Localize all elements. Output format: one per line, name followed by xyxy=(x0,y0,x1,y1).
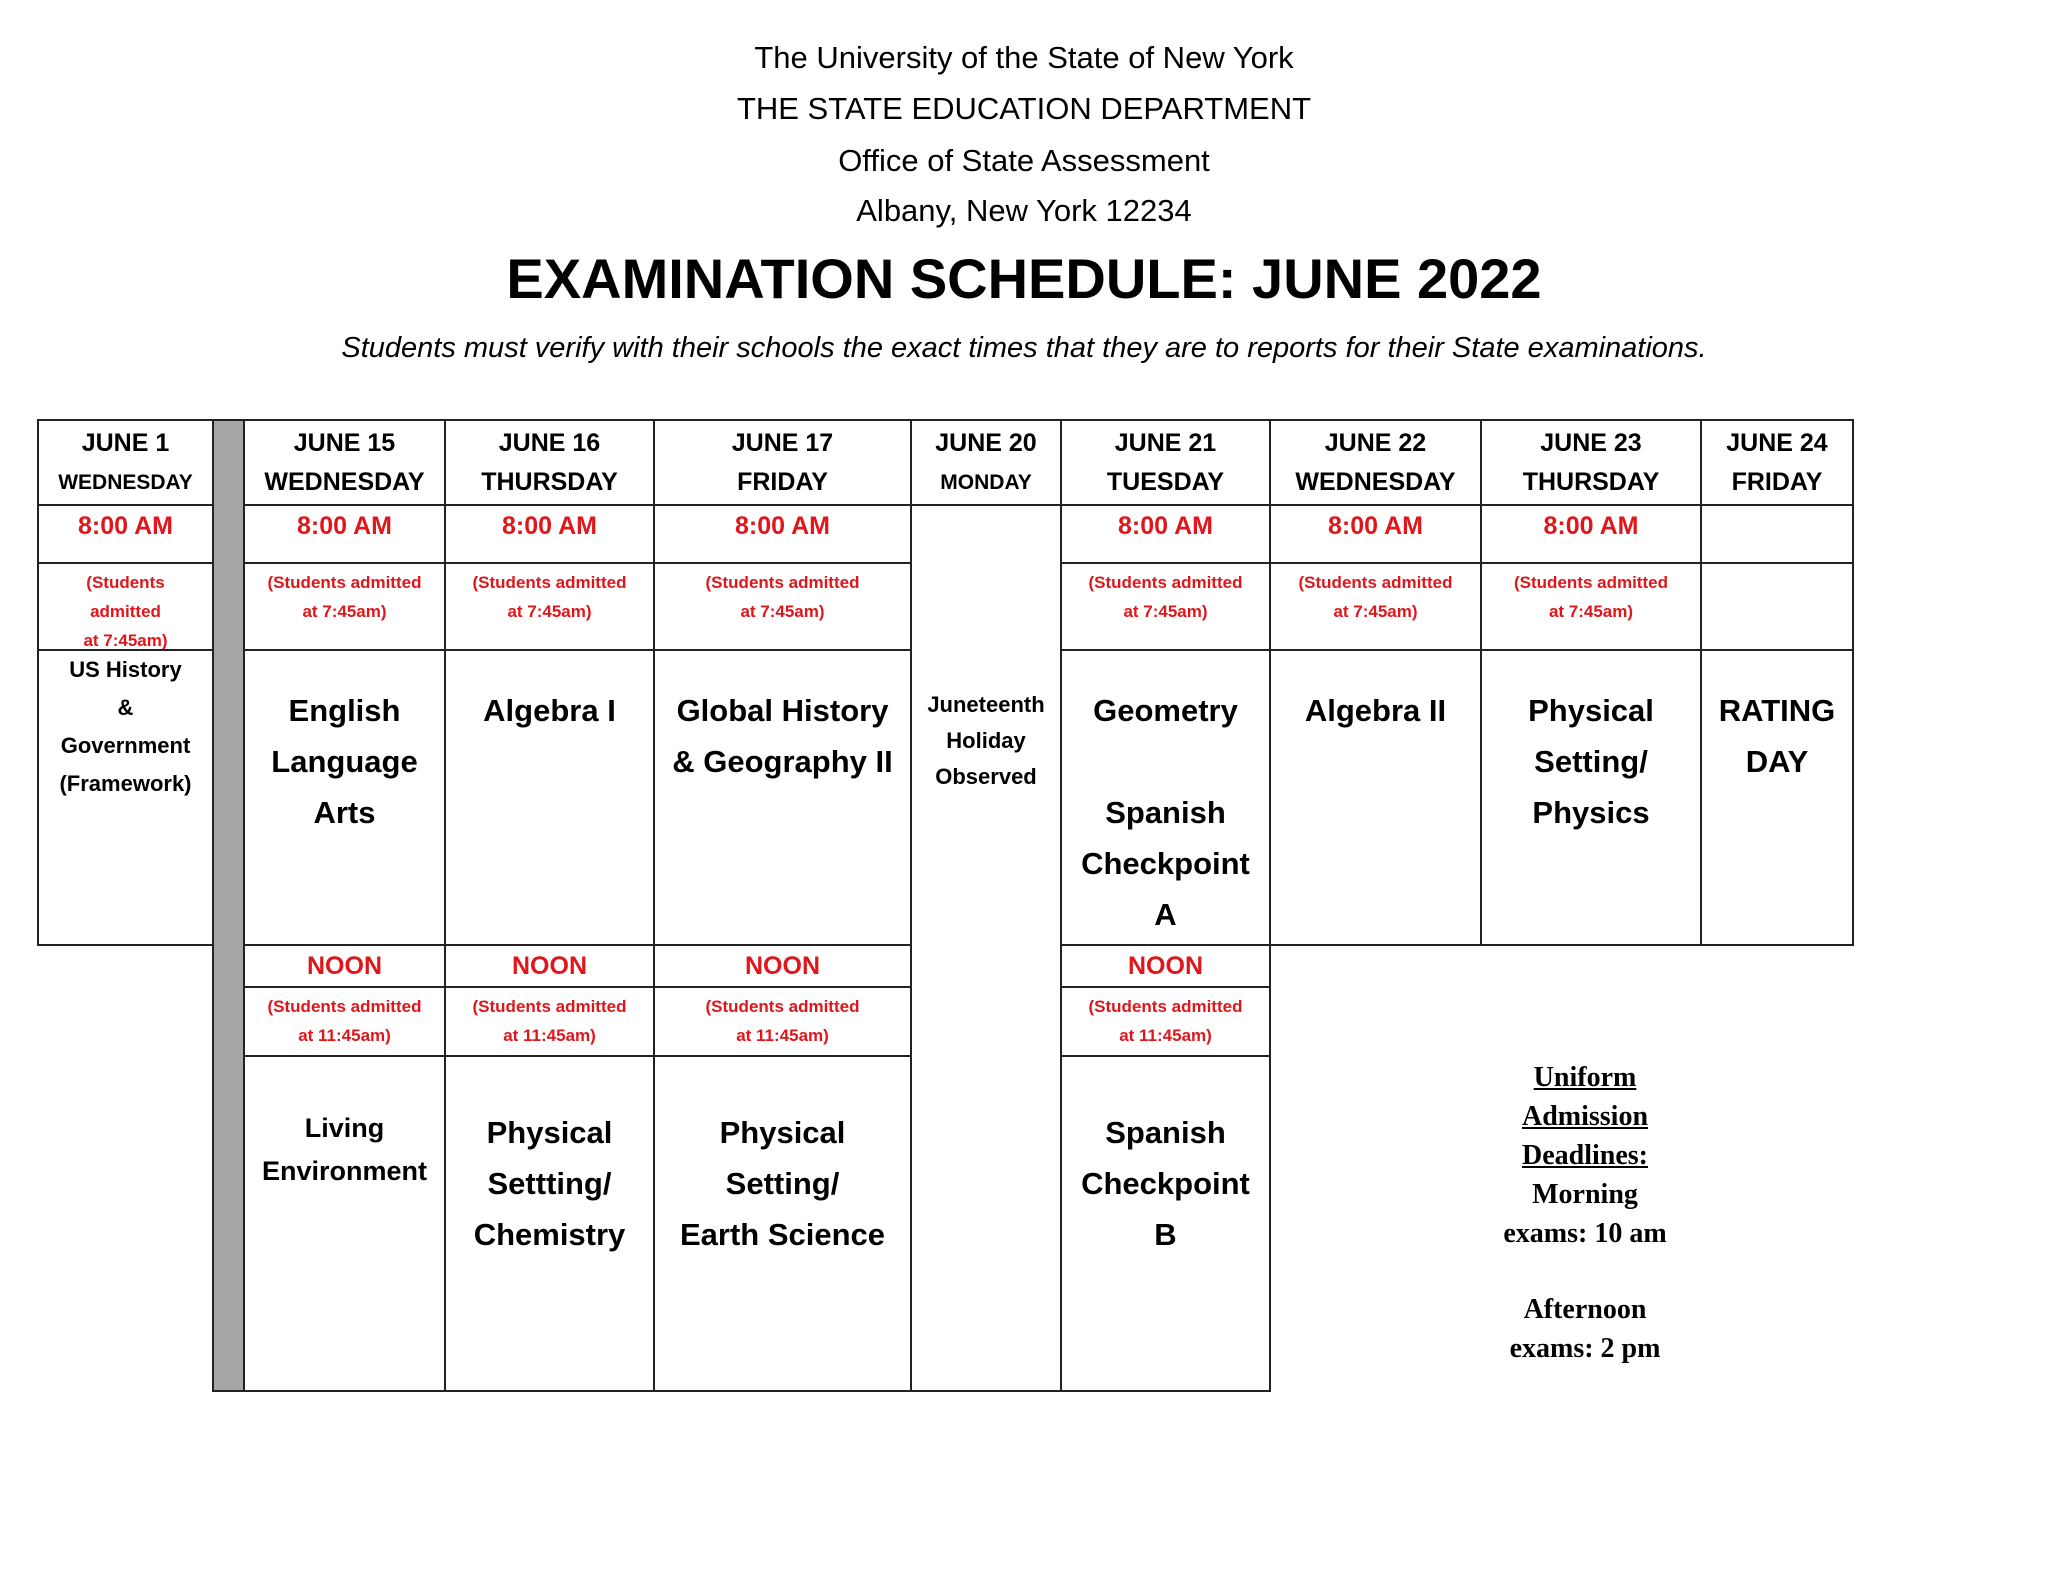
morning-exam: US History & Government (Framework) xyxy=(37,649,214,946)
day-header xyxy=(243,419,446,506)
morning-exam: English Language Arts xyxy=(243,649,446,946)
day-date: JUNE 17 xyxy=(731,429,834,457)
note-heading: Admission xyxy=(1521,1101,1649,1132)
day-date: JUNE 20 xyxy=(935,429,1037,457)
day-date: JUNE 1 xyxy=(81,429,170,457)
morning-exam: Global History & Geography II xyxy=(653,649,912,946)
afternoon-exam: Spanish Checkpoint B xyxy=(1060,1055,1271,1392)
day-weekday: WEDNESDAY xyxy=(1295,468,1456,496)
morning-admission-note xyxy=(1700,562,1854,651)
afternoon-time: NOON xyxy=(243,944,446,988)
day-header xyxy=(444,419,655,506)
day-weekday: THURSDAY xyxy=(1522,468,1660,496)
afternoon-time: NOON xyxy=(444,944,655,988)
day-weekday: FRIDAY xyxy=(737,468,828,496)
morning-time: 8:00 AM xyxy=(1269,504,1482,564)
afternoon-time: NOON xyxy=(653,944,912,988)
day-weekday: WEDNESDAY xyxy=(58,471,193,494)
header-line-4: Albany, New York 12234 xyxy=(856,193,1192,228)
afternoon-admission-note: (Students admitted at 11:45am) xyxy=(1060,986,1271,1057)
morning-exam: Geometry Spanish Checkpoint A xyxy=(1060,649,1271,946)
afternoon-exam: Physical Settting/ Chemistry xyxy=(444,1055,655,1392)
morning-admission-note: (Students admitted at 7:45am) xyxy=(37,562,214,651)
note-heading: Uniform xyxy=(1533,1062,1637,1093)
day-header xyxy=(1269,419,1482,506)
afternoon-time: NOON xyxy=(1060,944,1271,988)
afternoon-exam: Physical Setting/ Earth Science xyxy=(653,1055,912,1392)
morning-exam: Physical Setting/ Physics xyxy=(1480,649,1702,946)
morning-time xyxy=(1700,504,1854,564)
afternoon-admission-note: (Students admitted at 11:45am) xyxy=(243,986,446,1057)
day-header xyxy=(910,419,1062,506)
morning-time: 8:00 AM xyxy=(1060,504,1271,564)
day-weekday: THURSDAY xyxy=(481,468,618,496)
morning-time: 8:00 AM xyxy=(37,504,214,564)
page-title: EXAMINATION SCHEDULE: JUNE 2022 xyxy=(506,247,1542,310)
day-header xyxy=(37,419,214,506)
holiday-cell: Juneteenth Holiday Observed xyxy=(910,504,1062,1392)
morning-admission-note: (Students admitted at 7:45am) xyxy=(1480,562,1702,651)
header-line-3: Office of State Assessment xyxy=(838,143,1210,178)
morning-exam: RATING DAY xyxy=(1700,649,1854,946)
day-date: JUNE 21 xyxy=(1114,429,1217,457)
morning-admission-note: (Students admitted at 7:45am) xyxy=(653,562,912,651)
morning-exam: Algebra I xyxy=(444,649,655,946)
morning-admission-note: (Students admitted at 7:45am) xyxy=(444,562,655,651)
header-line-2: THE STATE EDUCATION DEPARTMENT xyxy=(736,91,1312,126)
morning-time: 8:00 AM xyxy=(653,504,912,564)
day-weekday: TUESDAY xyxy=(1106,468,1225,496)
morning-deadline: Morning xyxy=(1532,1179,1638,1210)
day-date: JUNE 23 xyxy=(1540,429,1642,457)
day-date: JUNE 24 xyxy=(1726,429,1828,457)
day-weekday: FRIDAY xyxy=(1731,468,1823,496)
morning-admission-note: (Students admitted at 7:45am) xyxy=(1060,562,1271,651)
gray-separator-band xyxy=(212,419,245,1392)
afternoon-admission-note: (Students admitted at 11:45am) xyxy=(653,986,912,1057)
afternoon-exam: Living Environment xyxy=(243,1055,446,1392)
day-weekday: MONDAY xyxy=(940,471,1032,494)
day-date: JUNE 15 xyxy=(293,429,396,457)
note-heading: Deadlines: xyxy=(1522,1140,1648,1171)
morning-admission-note: (Students admitted at 7:45am) xyxy=(1269,562,1482,651)
day-header xyxy=(653,419,912,506)
day-weekday: WEDNESDAY xyxy=(264,468,425,496)
afternoon-deadline: exams: 2 pm xyxy=(1509,1333,1661,1364)
day-header xyxy=(1700,419,1854,506)
day-date: JUNE 22 xyxy=(1324,429,1427,457)
morning-deadline: exams: 10 am xyxy=(1503,1218,1667,1249)
admission-deadlines-note xyxy=(1480,1058,1690,1368)
morning-time: 8:00 AM xyxy=(1480,504,1702,564)
morning-admission-note: (Students admitted at 7:45am) xyxy=(243,562,446,651)
page-subtitle: Students must verify with their schools the exact times that they are to reports for their State examinations. xyxy=(341,332,1707,364)
morning-exam: Algebra II xyxy=(1269,649,1482,946)
day-date: JUNE 16 xyxy=(498,429,601,457)
morning-time: 8:00 AM xyxy=(444,504,655,564)
morning-time: 8:00 AM xyxy=(243,504,446,564)
day-header xyxy=(1480,419,1702,506)
afternoon-deadline: Afternoon xyxy=(1523,1294,1647,1325)
header-line-1: The University of the State of New York xyxy=(754,40,1294,75)
afternoon-admission-note: (Students admitted at 11:45am) xyxy=(444,986,655,1057)
day-header xyxy=(1060,419,1271,506)
